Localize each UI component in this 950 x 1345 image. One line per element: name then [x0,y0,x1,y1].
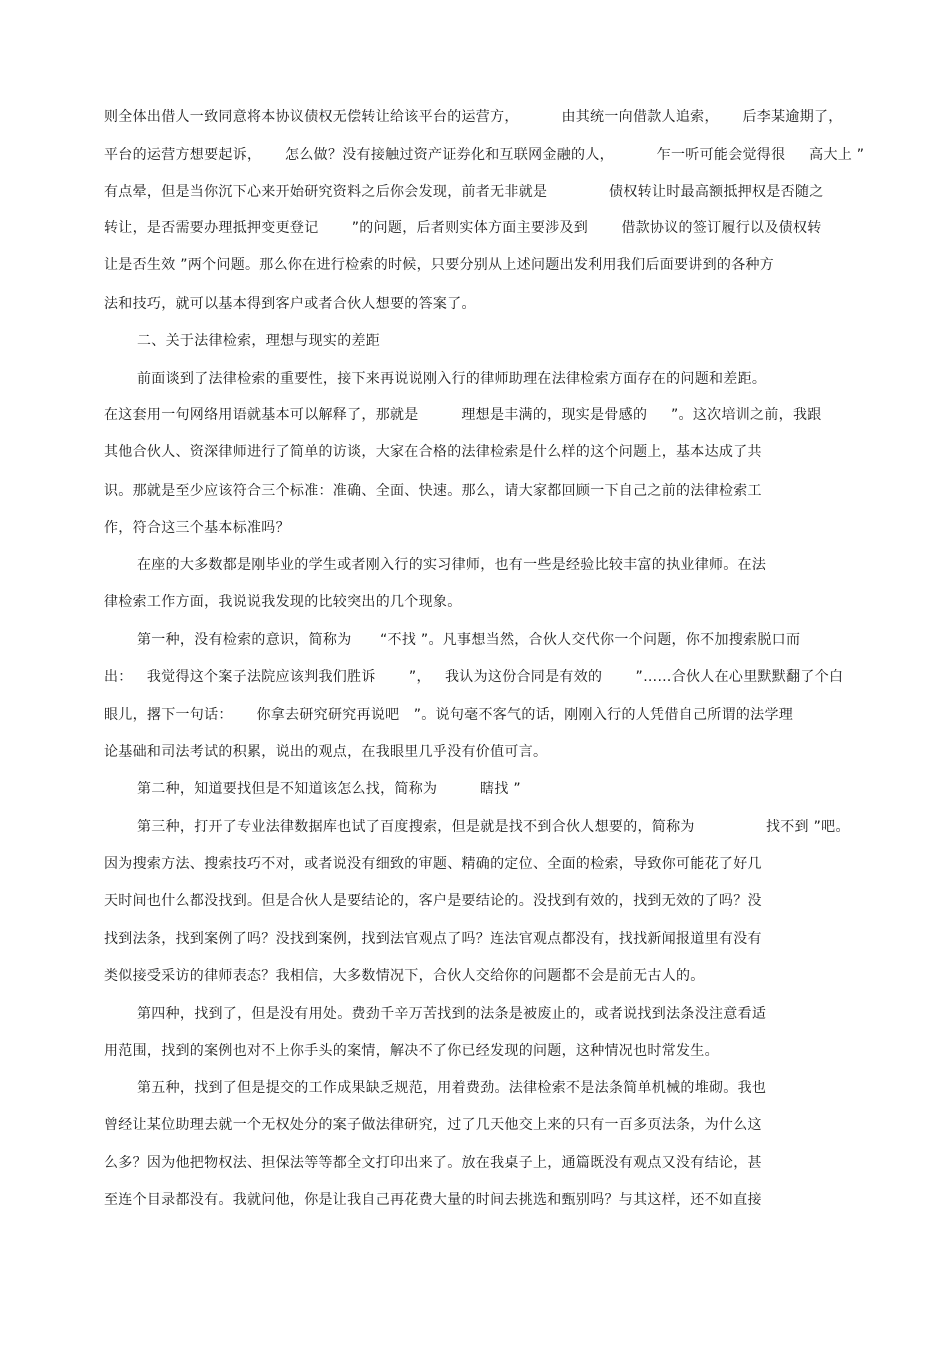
text-line-14: 律检索工作方面，我说说我发现的比较突出的几个现象。 [104,594,462,610]
text-line-25: 第四种，找到了，但是没有用处。费劲千辛万苦找到的法条是被废止的，或者说找到法条没注意看适 [137,1006,767,1022]
section-heading: 二、关于法律检索，理想与现实的差距 [137,333,381,349]
text-line-18: 论基础和司法考试的积累，说出的观点，在我眼里几乎没有价值可言。 [104,744,548,760]
text-line-22: 天时间也什么都没找到。但是合伙人是要结论的，客户是要结论的。没找到有效的，找到无效的了吗？没 [104,893,762,909]
text-line-5: 让是否生效 ”两个问题。那么你在进行检索的时候，只要分别从上述问题出发利用我们后面要讲到的各种方 [104,257,775,273]
text-line-28: 曾经让某位助理去就一个无权处分的案子做法律研究，过了几天他交上来的只有一百多页法条，为什么这 [104,1117,762,1133]
text-line-2: 平台的运营方想要起诉， 怎么做？没有接触过资产证券化和互联网金融的人， 乍一听可能会觉得很 高大上 ” [104,147,865,163]
text-line-11: 识。那就是至少应该符合三个标准：准确、全面、快速。那么，请大家都回顾一下自己之前的法律检索工 [104,483,762,499]
text-line-29: 么多？因为他把物权法、担保法等等都全文打印出来了。放在我桌子上，通篇既没有观点又没有结论，甚 [104,1155,762,1171]
text-line-27: 第五种，找到了但是提交的工作成果缺乏规范，用着费劲。法律检索不是法条简单机械的堆砌。我也 [137,1080,767,1096]
text-line-3: 有点晕，但是当你沉下心来开始研究资料之后你会发现，前者无非就是 债权转让时最高额抵押权是否随之 [104,184,824,200]
text-line-1: 则全体出借人一致同意将本协议债权无偿转让给该平台的运营方， 由其统一向借款人追索， 后李某逾期了， [104,109,843,125]
text-line-19: 第二种，知道要找但是不知道该怎么找，简称为 瞎找 ” [137,781,521,797]
text-line-15: 第一种，没有检索的意识，简称为 “不找 ”。凡事想当然，合伙人交代你一个问题，你不加搜索脱口而 [137,632,801,648]
text-line-21: 因为搜索方法、搜索技巧不对，或者说没有细致的审题、精确的定位、全面的检索，导致你可能花了好几 [104,856,762,872]
text-line-26: 用范围，找到的案例也对不上你手头的案情，解决不了你已经发现的问题，这种情况也时常发生。 [104,1043,719,1059]
text-line-24: 类似接受采访的律师表态？我相信，大多数情况下，合伙人交给你的问题都不会是前无古人的。 [104,968,705,984]
text-line-12: 作，符合这三个基本标准吗？ [104,520,290,536]
text-line-16: 出： 我觉得这个案子法院应该判我们胜诉 ”， 我认为这份合同是有效的 ”……合伙人在心里默默翻了个白 [104,669,844,685]
text-line-17: 眼儿，撂下一句话： 你拿去研究研究再说吧 ”。说句毫不客气的话，刚刚入行的人凭借自己所谓的法学理 [104,707,794,723]
text-line-10: 其他合伙人、资深律师进行了简单的访谈，大家在合格的法律检索是什么样的这个问题上，基本达成了共 [104,444,762,460]
text-line-4: 转让，是否需要办理抵押变更登记 ”的问题，后者则实体方面主要涉及到 借款协议的签订履行以及债权转 [104,220,822,236]
text-line-8: 前面谈到了法律检索的重要性，接下来再说说刚入行的律师助理在法律检索方面存在的问题和差距。 [137,371,767,387]
text-line-6: 法和技巧，就可以基本得到客户或者合伙人想要的答案了。 [104,296,476,312]
text-line-13: 在座的大多数都是刚毕业的学生或者刚入行的实习律师，也有一些是经验比较丰富的执业律师。在法 [137,557,767,573]
text-line-30: 至连个目录都没有。我就问他，你是让我自己再花费大量的时间去挑选和甄别吗？与其这样，还不如直接 [104,1192,762,1208]
text-line-23: 找到法条，找到案例了吗？没找到案例，找到法官观点了吗？连法官观点都没有，找找新闻报道里有没有 [104,931,762,947]
text-line-20: 第三种，打开了专业法律数据库也试了百度搜索，但是就是找不到合伙人想要的，简称为 找不到 ”吧。 [137,819,850,835]
text-line-9: 在这套用一句网络用语就基本可以解释了，那就是 理想是丰满的，现实是骨感的 ”。这次培训之前，我跟 [104,407,822,423]
